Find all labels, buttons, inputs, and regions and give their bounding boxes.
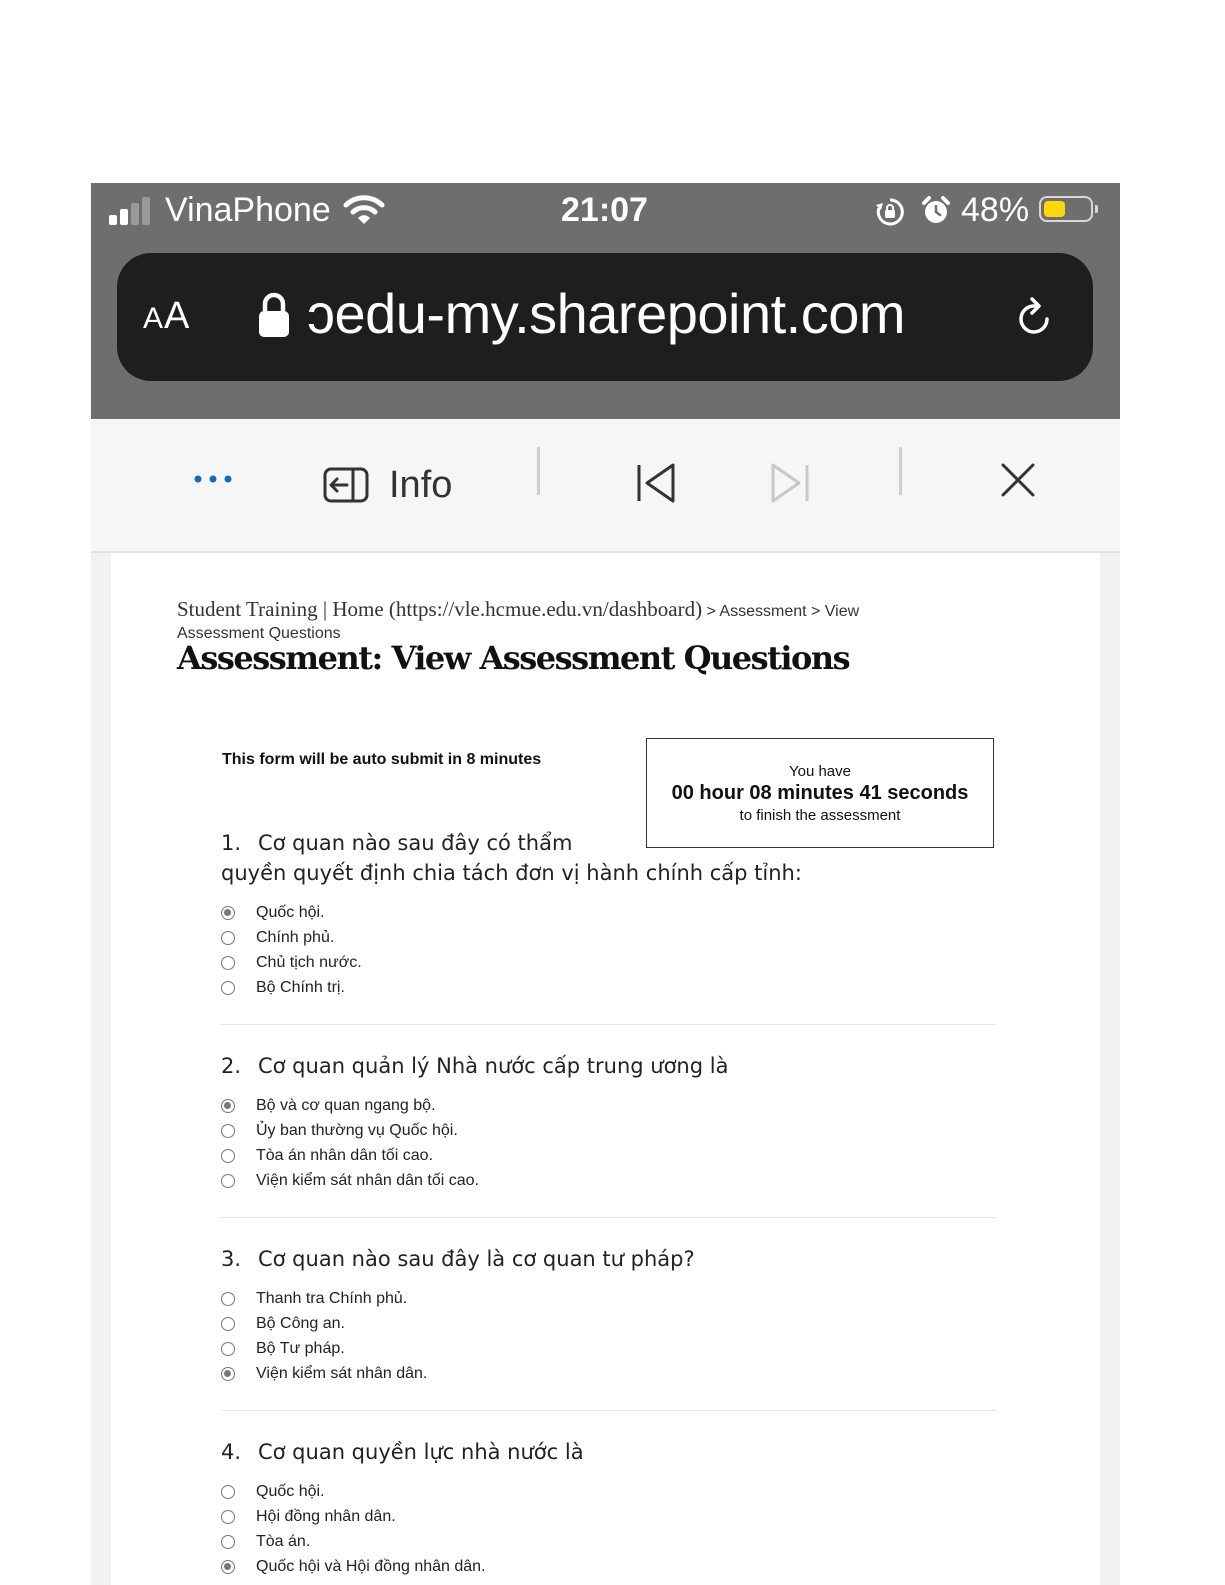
answer-option[interactable] <box>221 1361 1001 1386</box>
carrier-name: VinaPhone <box>165 191 331 229</box>
radio-button[interactable] <box>221 1560 235 1574</box>
option-label: Chủ tịch nước. <box>256 953 362 971</box>
option-label: Bộ Công an. <box>256 1314 345 1332</box>
answer-options <box>221 1479 1001 1579</box>
radio-button[interactable] <box>221 1124 235 1138</box>
radio-button[interactable] <box>221 931 235 945</box>
question-4 <box>221 1437 1001 1579</box>
answer-options <box>221 900 1001 1000</box>
radio-button[interactable] <box>221 956 235 970</box>
radio-button[interactable] <box>221 1149 235 1163</box>
radio-button[interactable] <box>221 1485 235 1499</box>
reload-icon[interactable] <box>1013 295 1057 339</box>
previous-page-icon[interactable] <box>635 461 679 505</box>
question-number: 3. <box>221 1247 242 1271</box>
question-divider <box>221 1217 996 1218</box>
answer-options <box>221 1286 1001 1386</box>
more-dots-icon[interactable] <box>191 469 235 489</box>
option-label: Bộ Chính trị. <box>256 978 345 996</box>
padlock-icon <box>257 291 291 339</box>
answer-option[interactable] <box>221 1118 1001 1143</box>
option-label: Hội đồng nhân dân. <box>256 1507 396 1525</box>
answer-option[interactable] <box>221 1479 1001 1504</box>
toolbar-separator <box>537 447 540 495</box>
radio-button[interactable] <box>221 1317 235 1331</box>
option-label: Viện kiểm sát nhân dân tối cao. <box>256 1171 479 1189</box>
info-button[interactable] <box>323 457 452 513</box>
question-text <box>221 1244 1001 1274</box>
breadcrumb-current: Assessment Questions <box>177 625 341 642</box>
alarm-icon <box>921 195 951 227</box>
radio-button[interactable] <box>221 1342 235 1356</box>
wifi-icon <box>343 193 385 227</box>
question-text-line: Cơ quan nào sau đây có thẩm <box>258 831 573 855</box>
breadcrumb <box>177 599 937 644</box>
option-label: Thanh tra Chính phủ. <box>256 1289 408 1307</box>
auto-submit-notice: This form will be auto submit in 8 minutes <box>222 751 542 768</box>
answer-option[interactable] <box>221 1504 1001 1529</box>
clock: 21:07 <box>561 191 648 229</box>
close-icon[interactable] <box>999 461 1037 499</box>
question-3 <box>221 1244 1001 1386</box>
answer-option[interactable] <box>221 1143 1001 1168</box>
question-text-line: Cơ quan quyền lực nhà nước là <box>258 1440 584 1464</box>
toolbar-separator <box>899 447 902 495</box>
question-text-line: Cơ quan quản lý Nhà nước cấp trung ương là <box>258 1054 729 1078</box>
address-bar[interactable] <box>117 253 1093 381</box>
option-label: Ủy ban thường vụ Quốc hội. <box>256 1121 458 1139</box>
answer-option[interactable] <box>221 1529 1001 1554</box>
option-label: Quốc hội. <box>256 903 325 921</box>
phone-screen <box>91 183 1120 1585</box>
question-text <box>221 1051 1001 1081</box>
battery-percentage: 48% <box>961 191 1030 229</box>
text-size-small-label: A <box>143 302 165 335</box>
breadcrumb-home-link: Student Training | Home (https://vle.hcmue.edu.vn/dashboard) <box>177 597 703 621</box>
answer-option[interactable] <box>221 950 1001 975</box>
answer-option[interactable] <box>221 1168 1001 1193</box>
answer-option[interactable] <box>221 1311 1001 1336</box>
rotation-lock-icon <box>875 197 905 227</box>
question-number: 4. <box>221 1440 242 1464</box>
radio-button[interactable] <box>221 1099 235 1113</box>
question-text <box>221 1437 1001 1467</box>
question-text-line: Cơ quan nào sau đây là cơ quan tư pháp? <box>258 1247 695 1271</box>
answer-option[interactable] <box>221 975 1001 1000</box>
radio-button[interactable] <box>221 906 235 920</box>
answer-options <box>221 1093 1001 1193</box>
viewer-toolbar <box>91 419 1120 553</box>
battery-icon <box>1039 196 1093 222</box>
question-1 <box>221 828 1001 1000</box>
radio-button[interactable] <box>221 1510 235 1524</box>
cellular-signal-icon <box>109 197 153 225</box>
option-label: Viện kiểm sát nhân dân. <box>256 1364 428 1382</box>
radio-button[interactable] <box>221 1535 235 1549</box>
option-label: Tòa án. <box>256 1532 311 1550</box>
info-panel-icon <box>323 467 369 503</box>
info-label: Info <box>389 463 453 506</box>
question-divider <box>221 1410 996 1411</box>
option-label: Tòa án nhân dân tối cao. <box>256 1146 434 1164</box>
radio-button[interactable] <box>221 1292 235 1306</box>
answer-option[interactable] <box>221 900 1001 925</box>
timer-label-top: You have <box>788 763 851 780</box>
url-text[interactable]: ɔedu-my.sharepoint.com <box>307 282 905 345</box>
radio-button[interactable] <box>221 981 235 995</box>
breadcrumb-path: > Assessment > View <box>702 603 860 620</box>
answer-option[interactable] <box>221 925 1001 950</box>
status-bar <box>91 183 1120 243</box>
option-label: Chính phủ. <box>256 928 335 946</box>
question-2 <box>221 1051 1001 1193</box>
option-label: Bộ Tư pháp. <box>256 1339 345 1357</box>
answer-option[interactable] <box>221 1286 1001 1311</box>
radio-button[interactable] <box>221 1174 235 1188</box>
document-page <box>111 553 1100 1585</box>
radio-button[interactable] <box>221 1367 235 1381</box>
text-size-big-label: A <box>164 295 191 337</box>
page-title: Assessment: View Assessment Questions <box>177 639 850 677</box>
text-size-button[interactable] <box>143 295 190 338</box>
timer-remaining: 00 hour 08 minutes 41 seconds <box>671 782 969 804</box>
next-page-icon[interactable] <box>767 461 811 505</box>
option-label: Bộ và cơ quan ngang bộ. <box>256 1096 436 1114</box>
question-divider <box>221 1024 996 1025</box>
question-number: 2. <box>221 1054 242 1078</box>
question-number: 1. <box>221 831 242 855</box>
timer-label-bottom: to finish the assessment <box>739 807 901 824</box>
answer-option[interactable] <box>221 1554 1001 1579</box>
browser-chrome <box>91 183 1120 419</box>
option-label: Quốc hội và Hội đồng nhân dân. <box>256 1557 486 1575</box>
answer-option[interactable] <box>221 1336 1001 1361</box>
option-label: Quốc hội. <box>256 1482 325 1500</box>
question-text-line: quyền quyết định chia tách đơn vị hành chính cấp tỉnh: <box>221 861 802 885</box>
answer-option[interactable] <box>221 1093 1001 1118</box>
question-text <box>221 828 1001 888</box>
